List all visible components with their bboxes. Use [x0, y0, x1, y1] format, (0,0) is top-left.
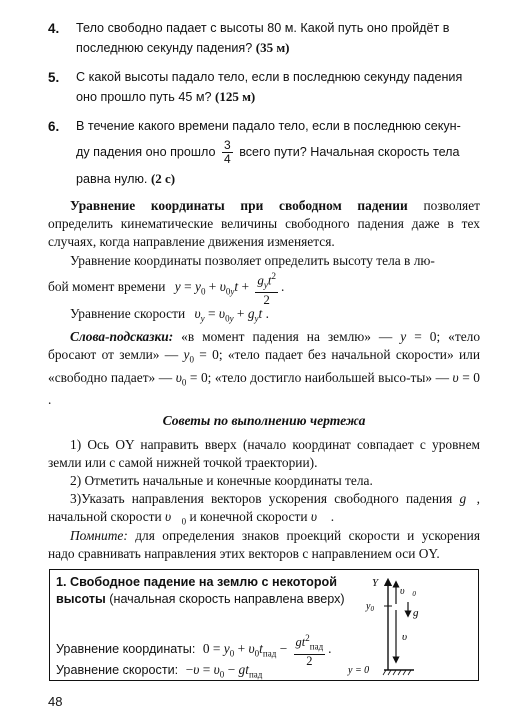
problem-answer: (35 м)	[255, 40, 290, 55]
paragraph-coordinate-equation	[48, 197, 480, 251]
y0-label: $y_0$	[366, 601, 374, 613]
problem-text-line1: В течение какого времени падало тело, если в последнюю секун-	[76, 119, 461, 133]
problem-text-line2: ду падения оно прошло	[76, 144, 216, 159]
box-coord-formula: $0 = y_0 + \upsilon_0t_{пад}$ − $\frac{gt^2_{пад}}{2}$ .	[202, 633, 332, 668]
paragraph-height	[48, 252, 480, 270]
paragraph-text: позволяет определить кинематические величины свободного падения даже в тех случаях, когда направление движения изменяется.	[48, 198, 481, 249]
problem-answer: (2 с)	[150, 171, 176, 186]
tip-text: 3)Указать направления векторов ускорения свободного падения	[70, 491, 460, 506]
problem-text: Тело свободно падает с высоты 80 м. Какой путь оно пройдёт в последнюю секунду падения?	[76, 21, 450, 55]
coord-label: Уравнение координаты:	[56, 641, 196, 656]
velocity-formula: $\upsilon_y = \upsilon_{0y} + g_yt$ .	[194, 306, 269, 324]
hint-text: «в момент падения на землю» —	[173, 329, 401, 344]
fraction: $\frac{3}{4}$	[224, 138, 231, 166]
tip-2: 2) Отметить начальные и конечные координаты тела.	[70, 473, 373, 488]
remember-text: для определения знаков проекций скорости и ускорения надо сравнивать направления этих векторов с направлением оси OY.	[48, 528, 480, 561]
hint-label: Слова-подсказки:	[70, 329, 174, 344]
problem-text: С какой высоты падало тело, если в последнюю секунду падения оно прошло путь 45 м?	[76, 70, 463, 104]
ground-hatch	[383, 670, 411, 675]
paragraph-text: Уравнение координаты позволяет определить высоту тела в лю-	[70, 253, 435, 268]
velocity-equation-line	[70, 306, 269, 324]
problem-number: 4.	[48, 21, 60, 36]
problem-5	[48, 68, 478, 107]
box-title-bold: 1. Свободное падение на землю с некоторой высоты	[56, 575, 337, 606]
box-title-rest: (начальная скорость направлена вверх)	[105, 592, 345, 606]
case-box-1	[49, 569, 479, 681]
box-speed-equation	[56, 662, 262, 680]
g-label: g⃗	[413, 607, 428, 619]
remember-note	[48, 527, 480, 563]
hint-text: ; «тело достигло наибольшей высо-ты» —	[207, 369, 453, 385]
tips-heading: Советы по выполнению чертежа	[162, 413, 366, 428]
problem-number: 6.	[48, 119, 60, 134]
tip-text: , начальной скорости	[48, 491, 480, 524]
box-speed-formula: $-\upsilon = \upsilon_0 - gt_{пад}$	[185, 662, 263, 680]
ground-label: y = 0	[348, 665, 370, 676]
coordinate-formula: $y = y_0 + \upsilon_{0y}t$ + $\frac{g_yt^2}{2}$ .	[174, 271, 285, 307]
formula-prefix: бой момент времени	[48, 279, 166, 295]
hint-words: Слова-подсказки: «в момент падения на землю» — y = 0; «тело бросают от земли» — $y_0 = 0$; «тело падает без начальной скорости» или «свободно падает» — $\upsilon_0 = 0$; «тело достигло наибольшей высо-ты» — υ = 0 .	[48, 329, 481, 408]
v-label: υ⃗	[402, 631, 416, 643]
problem-text-line2b: всего пути? Начальная скорость тела	[239, 144, 460, 159]
tip-text: и конечной скорости	[186, 509, 311, 524]
page-number: 48	[48, 694, 63, 709]
tip-3: 3)Указать направления векторов ускорения свободного падения g⃗, начальной скорости $\upsilon⃗_0$ и конечной скорости υ⃗ .	[48, 491, 480, 527]
box-title	[56, 574, 346, 608]
paragraph-bold: Уравнение координаты при свободном падении	[70, 198, 408, 213]
axis-label-y: Y	[372, 577, 379, 589]
tip-1: 1) Ось OY направить вверх (начало координат совпадает с уровнем земли или с самой нижней точкой траектории).	[48, 437, 480, 470]
fall-diagram	[346, 574, 474, 678]
remember-label: Помните:	[70, 528, 128, 543]
v0-label: $\upsilon⃗_0$	[400, 586, 416, 598]
hint-text: ; «тело падает без начальной скорости» или «свободно падает» —	[48, 347, 480, 385]
problem-answer: (125 м)	[215, 89, 256, 104]
problem-text-line3: равна нулю.	[76, 172, 148, 186]
coordinate-formula-line	[48, 270, 284, 306]
problem-4	[48, 19, 478, 58]
speed-label: Уравнение скорости:	[56, 663, 179, 677]
problem-number: 5.	[48, 70, 60, 85]
problem-6	[48, 117, 478, 189]
velocity-prefix: Уравнение скорости	[70, 306, 186, 321]
hint-text: ; «тело бросают от земли» —	[48, 329, 481, 362]
